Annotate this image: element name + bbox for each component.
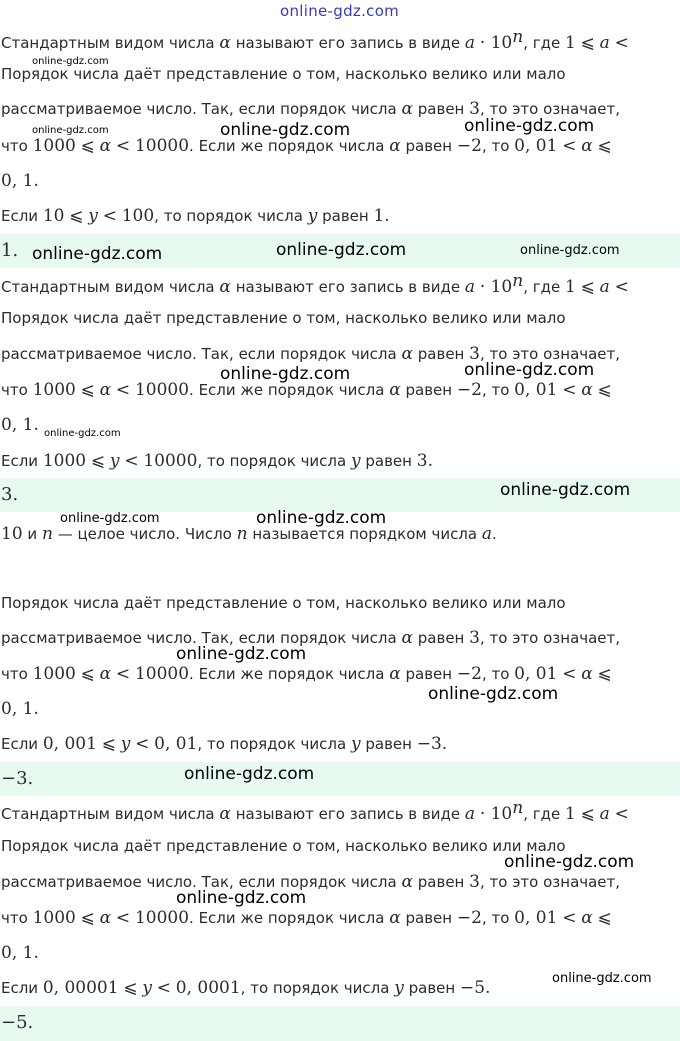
watermark: online-gdz.com — [32, 56, 109, 67]
order-explanation-line2: рассматриваемое число. Так, если порядок числа α равен 3, то это означает, — [1, 344, 621, 364]
order-explanation-line4: 0, 1. — [1, 943, 39, 963]
order-explanation-line2: рассматриваемое число. Так, если порядок числа α равен 3, то это означает, — [1, 99, 621, 119]
watermark: online-gdz.com — [500, 480, 631, 500]
order-explanation-line3: что 1000 ⩽ α < 10000. Если же порядок числа α равен −2, то 0, 01 < α ⩽ — [1, 908, 612, 928]
standard-form-tail: 10 и n — целое число. Число n называется порядком числа a. — [1, 524, 497, 544]
answer-4: −5. — [1, 1012, 34, 1033]
answer-band-4 — [0, 1006, 680, 1041]
watermark: online-gdz.com — [176, 644, 307, 664]
order-explanation-line2: рассматриваемое число. Так, если порядок числа α равен 3, то это означает, — [1, 628, 621, 648]
task-condition-3: Если 0, 001 ⩽ y < 0, 01, то порядок числа y равен −3. — [1, 734, 448, 754]
site-header-watermark: online-gdz.com — [280, 2, 400, 20]
task-condition-2: Если 1000 ⩽ y < 10000, то порядок числа y равен 3. — [1, 451, 433, 471]
watermark: online-gdz.com — [32, 125, 109, 136]
order-explanation-line1: Порядок числа даёт представление о том, насколько велико или мало — [1, 594, 566, 612]
order-explanation-line2: рассматриваемое число. Так, если порядок числа α равен 3, то это означает, — [1, 872, 621, 892]
order-explanation-line1: Порядок числа даёт представление о том, насколько велико или мало — [1, 65, 566, 83]
task-condition-1: Если 10 ⩽ y < 100, то порядок числа y равен 1. — [1, 206, 390, 226]
watermark: online-gdz.com — [520, 243, 620, 258]
answer-band-3 — [0, 762, 680, 796]
watermark: online-gdz.com — [276, 240, 407, 260]
watermark: online-gdz.com — [220, 120, 351, 140]
standard-form-definition: Стандартным видом числа α называют его запись в виде $a \cdot 10^n$, где 1 ⩽ a < — [1, 798, 629, 824]
order-explanation-line1: Порядок числа даёт представление о том, насколько велико или мало — [1, 309, 566, 327]
watermark: online-gdz.com — [176, 888, 307, 908]
standard-form-definition: Стандартным видом числа α называют его запись в виде $a \cdot 10^n$, где 1 ⩽ a < — [1, 271, 629, 297]
watermark: online-gdz.com — [464, 116, 595, 136]
watermark: online-gdz.com — [184, 764, 315, 784]
answer-1: 1. — [1, 240, 19, 261]
watermark: online-gdz.com — [464, 360, 595, 380]
order-explanation-line4: 0, 1. — [1, 171, 39, 191]
watermark: online-gdz.com — [256, 508, 387, 528]
watermark: online-gdz.com — [428, 684, 559, 704]
watermark: online-gdz.com — [220, 364, 351, 384]
answer-2: 3. — [1, 484, 19, 505]
standard-form-definition: Стандартным видом числа α называют его запись в виде $a \cdot 10^n$, где 1 ⩽ a < — [1, 27, 629, 53]
answer-3: −3. — [1, 768, 34, 789]
order-explanation-line1: Порядок числа даёт представление о том, насколько велико или мало — [1, 837, 566, 855]
order-explanation-line3: что 1000 ⩽ α < 10000. Если же порядок числа α равен −2, то 0, 01 < α ⩽ — [1, 664, 612, 684]
order-explanation-line4: 0, 1. — [1, 699, 39, 719]
watermark: online-gdz.com — [552, 971, 652, 986]
order-explanation-line3: что 1000 ⩽ α < 10000. Если же порядок числа α равен −2, то 0, 01 < α ⩽ — [1, 380, 612, 400]
watermark: online-gdz.com — [60, 511, 160, 526]
order-explanation-line4: 0, 1. — [1, 415, 39, 435]
watermark: online-gdz.com — [504, 852, 635, 872]
watermark: online-gdz.com — [32, 244, 163, 264]
order-explanation-line3: что 1000 ⩽ α < 10000. Если же порядок числа α равен −2, то 0, 01 < α ⩽ — [1, 136, 612, 156]
task-condition-4: Если 0, 00001 ⩽ y < 0, 0001, то порядок числа y равен −5. — [1, 978, 491, 998]
watermark: online-gdz.com — [44, 428, 121, 439]
